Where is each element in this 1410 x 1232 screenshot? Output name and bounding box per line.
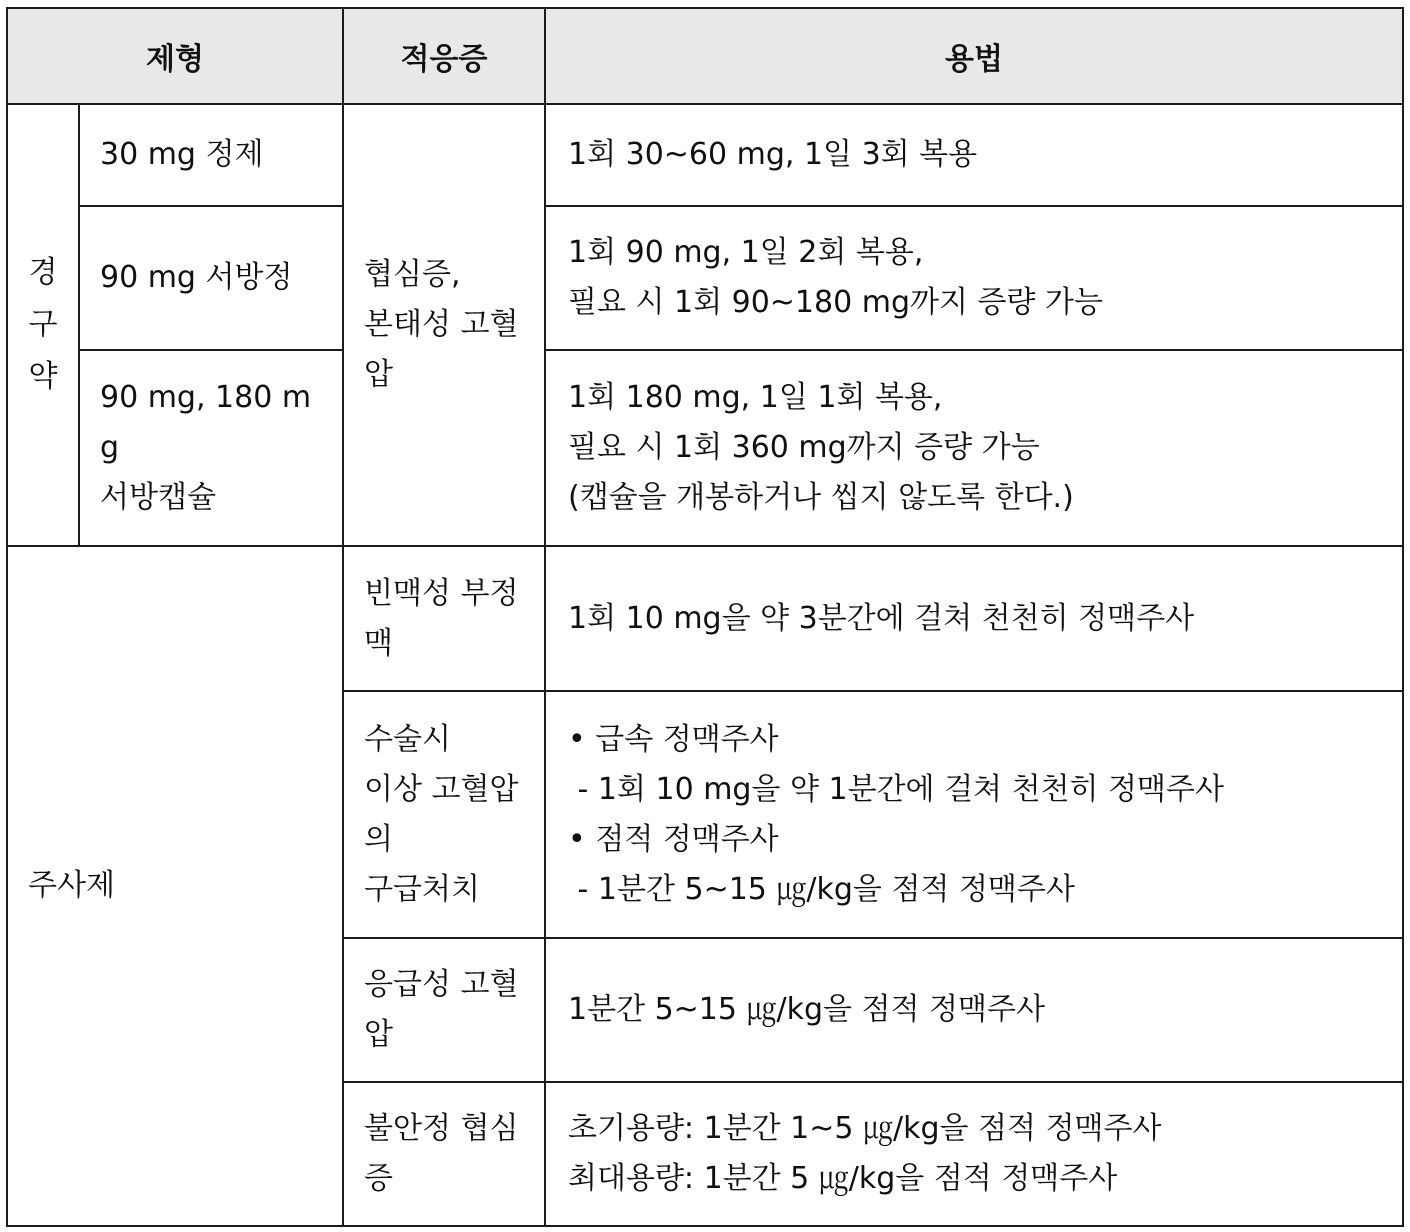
text-line: 1회 90 mg, 1일 2회 복용,: [568, 235, 924, 270]
text-line: 구급처치: [364, 871, 480, 907]
header-dosage: 용법: [545, 8, 1403, 104]
form-cell: [79, 104, 343, 206]
cell-text: [568, 985, 1392, 1035]
text-line: 응급성 고혈: [364, 967, 519, 1002]
cell-text: [364, 250, 534, 400]
text-line: 초기용량: 1분간 1~5 ㎍/kg을 점적 정맥주사: [568, 1111, 1162, 1146]
form-cell: [79, 350, 343, 546]
dosage-cell: [545, 1082, 1403, 1226]
cell-text: [568, 228, 1392, 328]
text-line: • 점적 정맥주사: [568, 821, 779, 857]
indication-cell: [343, 1082, 545, 1226]
text-line: 최대용량: 1분간 5 ㎍/kg을 점적 정맥주사: [568, 1161, 1118, 1196]
text-line: 압: [364, 1017, 393, 1052]
cell-text: [568, 715, 1392, 915]
text-line: 이상 고혈압: [364, 771, 519, 807]
text-line: 불안정 협심: [364, 1111, 519, 1146]
cell-text: [100, 373, 332, 523]
text-line: 1회 10 mg을 약 3분간에 걸쳐 천천히 정맥주사: [568, 600, 1195, 636]
dosage-cell: [545, 938, 1403, 1082]
text-line: • 급속 정맥주사: [568, 721, 779, 757]
text-line: 압: [364, 357, 393, 392]
cell-text: [100, 253, 332, 303]
form-cell: [79, 206, 343, 350]
cell-text: [364, 960, 534, 1060]
text-line: 필요 시 1회 90~180 mg까지 증량 가능: [568, 285, 1103, 320]
text-line: 필요 시 1회 360 mg까지 증량 가능: [568, 430, 1040, 465]
text-line: 빈맥성 부정: [364, 575, 519, 611]
text-line: 수술시: [364, 721, 451, 757]
text-line: (캡슐을 개봉하거나 씹지 않도록 한다.): [568, 480, 1074, 515]
text-line: 90 mg 서방정: [100, 260, 293, 295]
text-line: 90 mg, 180 m: [100, 380, 312, 415]
cell-text: [568, 130, 1392, 180]
cell-text: [8, 247, 78, 403]
text-line: 주사제: [28, 868, 115, 903]
text-line: 협심증,: [364, 257, 461, 292]
text-line: 1회 180 mg, 1일 1회 복용,: [568, 380, 943, 415]
dosage-cell: [545, 350, 1403, 546]
text-line: 1회 30~60 mg, 1일 3회 복용: [568, 137, 978, 172]
text-line: - 1분간 5~15 ㎍/kg을 점적 정맥주사: [568, 871, 1075, 907]
indication-cell: [343, 691, 545, 938]
dosage-cell: [545, 206, 1403, 350]
text-line: 1분간 5~15 ㎍/kg을 점적 정맥주사: [568, 992, 1045, 1027]
text-line: 30 mg 정제: [100, 137, 264, 172]
dosage-cell: [545, 546, 1403, 691]
indication-cell: [343, 546, 545, 691]
text-line: g: [100, 430, 120, 465]
injection-category: [7, 546, 343, 1226]
text-line: 증: [364, 1161, 393, 1196]
table-row: [7, 350, 1403, 546]
oral-indication: [343, 104, 545, 546]
cell-text: [364, 715, 534, 915]
oral-category: [7, 104, 79, 546]
table-row: [7, 206, 1403, 350]
dosage-cell: [545, 691, 1403, 938]
indication-cell: [343, 938, 545, 1082]
dosage-table: [6, 7, 1404, 1227]
header-indication: 적응증: [343, 8, 545, 104]
table-row: [7, 104, 1403, 206]
cell-text: [568, 1104, 1392, 1204]
cell-text: [364, 569, 534, 669]
dosage-cell: [545, 104, 1403, 206]
text-line: - 1회 10 mg을 약 1분간에 걸쳐 천천히 정맥주사: [568, 771, 1224, 807]
cell-text: [28, 861, 332, 911]
text-line: 경: [28, 255, 58, 290]
header-row: [7, 8, 1403, 104]
text-line: 맥: [364, 625, 393, 661]
text-line: 본태성 고혈: [364, 307, 519, 342]
table-row: [7, 546, 1403, 691]
cell-text: [364, 1104, 534, 1204]
header-form: 제형: [7, 8, 343, 104]
cell-text: [100, 130, 332, 180]
text-line: 구: [28, 307, 58, 342]
cell-text: [568, 594, 1392, 644]
cell-text: [568, 373, 1392, 523]
text-line: 의: [364, 821, 393, 857]
text-line: 약: [28, 359, 58, 394]
text-line: 서방캡슐: [100, 480, 216, 515]
